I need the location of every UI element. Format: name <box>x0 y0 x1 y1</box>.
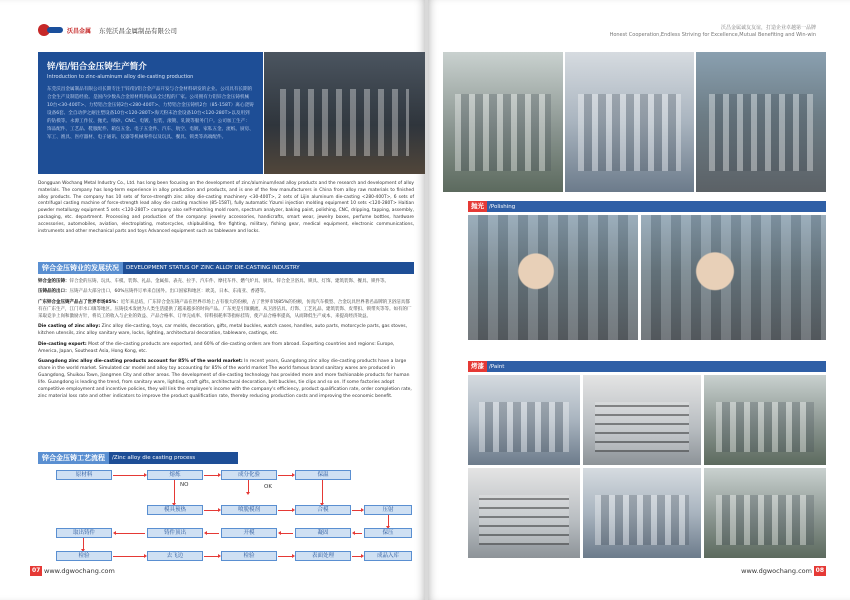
factory-photo <box>264 52 425 174</box>
flow-arrow <box>278 556 293 557</box>
flow-arrow <box>280 533 293 534</box>
polishing-title-cn: 抛光 <box>468 201 487 212</box>
dev-section-header <box>38 262 414 274</box>
paint-photo-2 <box>583 375 701 465</box>
slogan-cn: 沃昌金属诚友友谊，打造企业卓越第一品牌 <box>720 25 816 31</box>
process-title-en: /Zinc alloy die casting process <box>112 455 196 461</box>
paint-title-cn: 烤漆 <box>468 361 487 372</box>
dev-para-4: Die casting of zinc alloy: Zinc alloy die-casting, toys, car molds, decoration, gifts, metal buckles, watch cases, handles, auto parts, motorcycle parts, gas stoves, kitchen utensils, zinc alloy sanitary ware, locks, lighting, architectural decoration, tableware, castings, etc. <box>38 324 408 337</box>
flow-step: 压射 <box>364 505 412 515</box>
intro-title: 锌/铝/铝合金压铸生产简介 <box>47 62 147 72</box>
company-name: 东莞沃昌金属制品有限公司 <box>99 26 178 35</box>
flow-step: 检验 <box>56 551 112 561</box>
dev-para-5: Die-casting export: Most of the die-casting products are exported, and 60% of die-casting orders are from abroad. Exporting countries and regions: Europe, America, Japan, Southeast Asia, Hong Kong, etc. <box>38 341 395 354</box>
flow-arrow <box>354 533 362 534</box>
flow-step: 检验 <box>221 551 277 561</box>
flow-arrow <box>352 510 362 511</box>
website-url-right[interactable]: www.dgwochang.com <box>741 567 812 575</box>
flow-step: 原材料 <box>56 470 112 480</box>
flow-arrow <box>278 510 293 511</box>
flow-arrow <box>174 480 175 504</box>
flow-arrow <box>113 475 145 476</box>
polishing-title-en: /Polishing <box>489 203 516 210</box>
website-url-left[interactable]: www.dgwochang.com <box>44 567 115 575</box>
brand-logo-icon <box>38 23 64 37</box>
flow-step: 合模 <box>295 505 351 515</box>
right-page <box>428 0 850 600</box>
flow-step: 去飞边 <box>147 551 203 561</box>
flow-step: 保压 <box>364 528 412 538</box>
slogan <box>610 25 816 38</box>
page-number-left: 07 <box>32 567 41 574</box>
process-section-header <box>38 452 238 464</box>
flow-no-label: NO <box>180 482 189 488</box>
flow-arrow <box>83 538 84 550</box>
flow-arrow <box>204 510 219 511</box>
flow-arrow <box>248 480 249 493</box>
paint-photo-5 <box>583 468 701 558</box>
flow-step: 表面处理 <box>295 551 351 561</box>
flow-step: 模具预热 <box>147 505 203 515</box>
flow-arrow <box>352 556 362 557</box>
brand-name: 沃昌金属 <box>67 27 92 35</box>
paint-photo-6 <box>704 468 826 558</box>
flow-step: 成分化验 <box>221 470 277 480</box>
intro-body-cn: 东莞沃昌金属制品有限公司长期专注于锌/铝/铝合金产品开发与合金材料研发的企业。公司具有长期的合金生产及制造经验。是国内少数从合金原材料到成品全过程的厂家。公司拥有力铝锌合金压铸机械10台<30-400T>、力势铝合金压铸2台<280-400T>、力势铝合金压铸机2台（85-158T）离心浇铸设备6套、全自动伊之耐注塑设备10台<120-280T>海天粉末冶金设备10台<120-280T>以及用到的钻模等。永源工作仪、抛光、喷砂、CNC、电镀、包装、滚镀、轧镀等服务门户。公司加工生产：饰品配件、工艺品、鞋服配件、箱包五金、电子五金件、汽车、航空、电镀、家私五金、流纸、厨房、军工、渔具、医疗器材、电子通讯、仪器等机械零件以及玩具、餐具、锁类等高端配件。 <box>47 87 254 141</box>
paint-section-header <box>468 361 826 372</box>
flow-step: 凝固 <box>295 528 351 538</box>
flow-step: 成品入库 <box>364 551 412 561</box>
polishing-photo-2 <box>641 215 826 340</box>
polishing-photo-1 <box>468 215 638 340</box>
paint-photo-1 <box>468 375 580 465</box>
dev-text <box>38 279 414 405</box>
flow-arrow <box>278 475 293 476</box>
flow-step: 熔炼 <box>147 470 203 480</box>
flow-step: 开模 <box>221 528 277 538</box>
intro-subtitle: Introduction to zinc-aluminum alloy die-casting production <box>47 74 194 80</box>
page-number-right: 08 <box>815 567 824 574</box>
dev-para-3: 广东锌合金压铸产品占了世界市场85%：近年来总结，广东锌合金压铸产品在世界市场上占有很大的份额，占了世界市场85%的份额，仿真汽车模型、合金玩具世界著名品牌的卫浴洁具都有在广东生产，江门市水口镇等地区。压铸技术发展为人类生活提供了越来越多的时尚产品。广东更是引领潮流，从卫浴洁具、灯饰、工艺礼品、建筑装饰、皮带扣、锁带夹等等。如有的厂采取竞争上岗和激励方针，将员工的收入与企业的效益、产品合格率、订单完成率、锌料损耗率等指标挂钩，使产品合格率提高，从而降低生产成本，来提高经济效益。 <box>38 299 412 319</box>
production-line-photo <box>696 52 826 192</box>
flow-ok-label: OK <box>264 484 272 490</box>
intro-body-en: Dongguan Wochang Metal Industry Co., Ltd. has long been focusing on the development of zinc/aluminum/lead alloy products and the research and development of alloy materials. The company has long-term experience in alloy production and products, and is one of the few manufacturers in China from alloy raw materials to finished alloy products. The company has 10 sets of force-strength zinc alloy die-casting machinery <30-400T>, 2 sets of Lijin aluminum die-casting <280-400T>, 6 sets of centrifugal casting machine of force-strength lead alloy die casting machine (85-158T), fully automatic Yizumi injection molding equipment 10 sets <120-280T> Haitian powder metallurgy equipment 5 sets <120-280T> company also self-matching mold room, spectrum analyzer, baking paint, polishing, CNC, dripping, tapping, assembly, packaging, etc. department. Processing and production of the company: jewelry accessories, handicrafts, smart wear, jewelry boxes, perfume bottles, hardware accessories, automobiles, aviation, electroplating, motorcycles, shipbuilding, fire fighting, military, fishing gear, medical equipment, electronic communications, instruments and other mechanical parts and toys Advanced equipment such as tableware and locks. <box>38 181 414 234</box>
dev-title-cn: 锌合金压铸业的发展状况 <box>38 262 123 274</box>
flow-arrow <box>322 480 323 504</box>
machines-photo <box>565 52 694 192</box>
flow-arrow <box>204 556 219 557</box>
process-flow-diagram <box>38 470 414 570</box>
flow-step: 取出铸件 <box>56 528 112 538</box>
dev-para-1: 锌合金的压铸：锌合金的压铸、玩具、车模、装饰、礼品、金属扣、表壳、拉手、汽车件、摩托车件、燃气炉具、厨具、锌合金卫浴具、锁具、灯饰、建筑装饰、餐具、锁件等。 <box>38 279 389 284</box>
process-title-cn: 锌合金压铸工艺流程 <box>38 452 109 464</box>
flow-arrow <box>113 556 145 557</box>
intro-panel <box>38 52 263 174</box>
polishing-section-header <box>468 201 826 212</box>
paint-photo-3 <box>704 375 826 465</box>
company-logo <box>38 23 177 37</box>
flow-arrow <box>388 515 389 527</box>
slogan-en: Honest Cooperation,Endless Striving for Excellence,Mutual Benefiting and Win-win <box>609 31 816 38</box>
workshop-photo <box>443 52 563 192</box>
paint-photo-4 <box>468 468 580 558</box>
dev-para-2: 压铸品的出口：压铸产品大部分出口，60%压铸件订单来自国外。出口国家和地区：欧美、日本、东南亚、香港等。 <box>38 289 269 295</box>
flow-step: 保温 <box>295 470 351 480</box>
flow-arrow <box>206 533 219 534</box>
flow-step: 铸件顶出 <box>147 528 203 538</box>
flow-arrow <box>115 533 145 534</box>
dev-para-6: Guangdong zinc alloy die-casting products account for 85% of the world market: In recent years, Guangdong zinc alloy die-casting products have a large share in the world market. Simulated car model and alloy toy accounting for 85% of the world market The world famous brand sanitary wares are produced in Guangdong, Shuikou Town, Jiangmen City and other areas. The development of die-casting technology has provided more and more fashionable products for human life. Guangdong is leading the trend, from sanitary ware, lighting, craft gifts, architectural decoration, belt buckles, tie clips and so on. If some factories adopt competitive employment and incentive policies, they will link the employee's income with the company's efficiency, product qualification rate, order completion rate, zinc material loss rate and other indicators to improve the product qualification rate, thereby reducing production costs and improving the economic benefit. <box>38 359 412 400</box>
paint-title-en: /Paint <box>489 363 505 370</box>
flow-arrow <box>204 475 219 476</box>
dev-title-en: DEVELOPMENT STATUS OF ZINC ALLOY DIE-CASTING INDUSTRY <box>126 265 300 271</box>
flow-step: 喷脱模剂 <box>221 505 277 515</box>
